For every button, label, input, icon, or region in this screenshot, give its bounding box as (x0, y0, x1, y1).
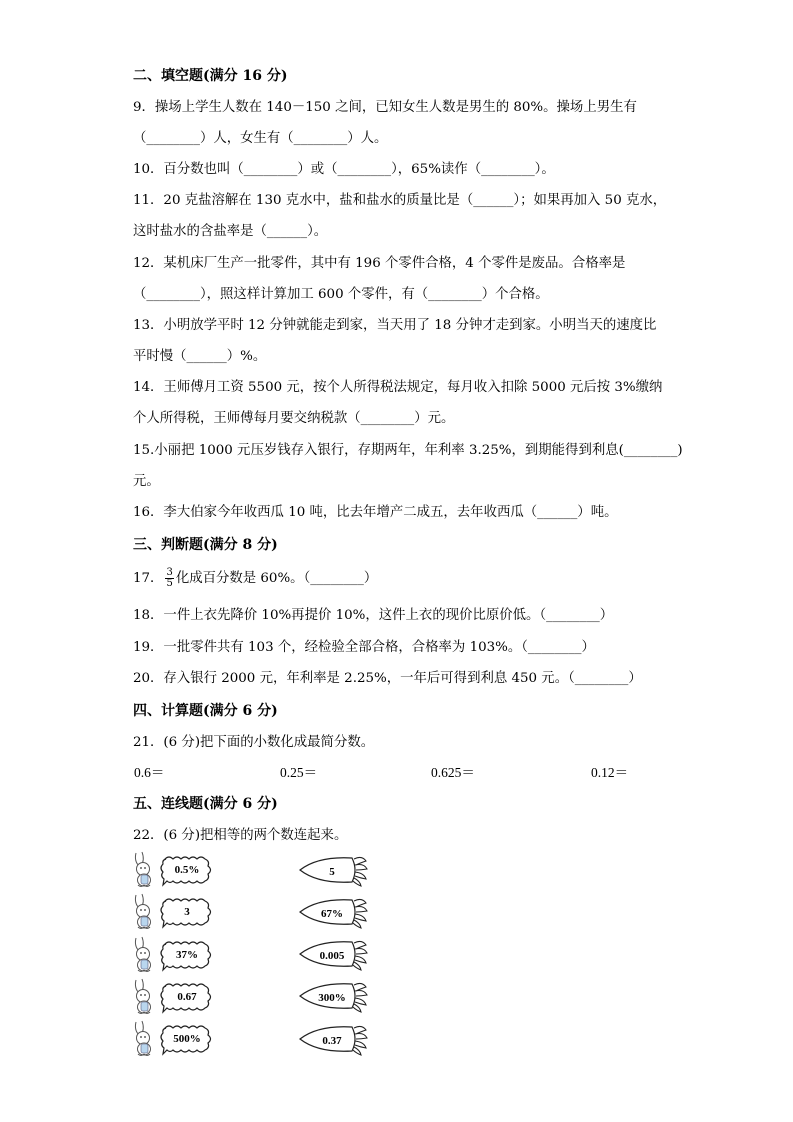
rabbit-icon (135, 937, 150, 972)
q17-text: 化成百分数是 60%。（________） (175, 571, 378, 586)
right-value-1: 5 (329, 866, 335, 878)
rabbit-icon (135, 894, 150, 929)
calc-item-2: 0.25＝ (280, 765, 318, 780)
right-item-3 (300, 941, 367, 970)
q13-line1: 13．小明放学平时 12 分钟就能走到家，当天用了 18 分钟才走到家。小明当天的速度比 (133, 318, 657, 333)
q16: 16．李大伯家今年收西瓜 10 吨，比去年增产二成五，去年收西瓜（______）吨。 (133, 505, 618, 520)
q14-line2: 个人所得税，王师傅每月要交纳税款（________）元。 (133, 411, 455, 426)
left-item-4 (135, 979, 210, 1014)
q18: 18．一件上衣先降价 10%再提价 10%，这件上衣的现价比原价低。（________） (133, 608, 614, 623)
right-item-4 (300, 983, 367, 1012)
q11-line1: 11．20 克盐溶解在 130 克水中，盐和盐水的质量比是（______）；如果再加入 50 克水， (133, 193, 667, 208)
fraction-numerator: 3 (166, 567, 173, 578)
section-judge-heading: 三、判断题(满分 8 分) (133, 537, 278, 553)
q21: 21．(6 分)把下面的小数化成最简分数。 (133, 735, 375, 750)
left-value-5: 500% (173, 1033, 201, 1045)
section-fill-heading: 二、填空题(满分 16 分) (133, 68, 288, 84)
rabbit-icon (135, 979, 150, 1014)
rabbit-icon (135, 852, 150, 887)
calc-item-4: 0.12＝ (591, 765, 629, 780)
left-value-1: 0.5% (174, 864, 200, 876)
right-item-5 (300, 1026, 367, 1055)
left-item-2 (135, 894, 210, 929)
q19: 19．一批零件共有 103 个，经检验全部合格，合格率为 103%。（________） (133, 640, 595, 655)
left-value-2: 3 (184, 906, 190, 918)
calc-item-1: 0.6＝ (134, 765, 165, 780)
right-value-4: 300% (318, 992, 346, 1004)
rabbit-icon (135, 1021, 150, 1056)
q9-line1: 9．操场上学生人数在 140－150 之间，已知女生人数是男生的 80%。操场上男生有 (133, 100, 637, 115)
q15-line1: 15.小丽把 1000 元压岁钱存入银行，存期两年，年利率 3.25%，到期能得到利息(________) (133, 443, 683, 458)
q20: 20．存入银行 2000 元，年利率是 2.25%，一年后可得到利息 450 元。（________） (133, 671, 642, 686)
q12-line1: 12．某机床厂生产一批零件，其中有 196 个零件合格，4 个零件是废品。合格率是 (133, 256, 626, 271)
section-match-heading: 五、连线题(满分 6 分) (133, 796, 278, 812)
fraction-denominator: 5 (166, 578, 173, 589)
q11-line2: 这时盐水的含盐率是（______）。 (133, 224, 328, 239)
q13-line2: 平时慢（______）%。 (133, 349, 267, 364)
calc-item-3: 0.625＝ (431, 765, 475, 780)
left-value-3: 37% (176, 949, 198, 961)
left-item-1 (135, 852, 210, 887)
right-item-2 (300, 899, 367, 928)
q10: 10．百分数也叫（________）或（________），65%读作（________）。 (133, 162, 555, 177)
left-value-4: 0.67 (177, 991, 197, 1003)
right-value-2: 67% (321, 908, 343, 920)
q15-line2: 元。 (133, 474, 160, 489)
q14-line1: 14．王师傅月工资 5500 元，按个人所得税法规定，每月收入扣除 5000 元后按 3%缴纳 (133, 380, 663, 395)
section-calc-heading: 四、计算题(满分 6 分) (133, 703, 278, 719)
right-value-3: 0.005 (319, 950, 345, 962)
right-value-5: 0.37 (322, 1035, 342, 1047)
right-item-1 (300, 857, 367, 886)
left-item-3 (135, 937, 210, 972)
q9-line2: （________）人，女生有（________）人。 (133, 131, 388, 146)
q17-number: 17． (133, 571, 164, 586)
q22: 22．(6 分)把相等的两个数连起来。 (133, 828, 348, 843)
left-item-5 (135, 1021, 210, 1056)
q12-line2: （________），照这样计算加工 600 个零件，有（________）个合格。 (133, 287, 549, 302)
